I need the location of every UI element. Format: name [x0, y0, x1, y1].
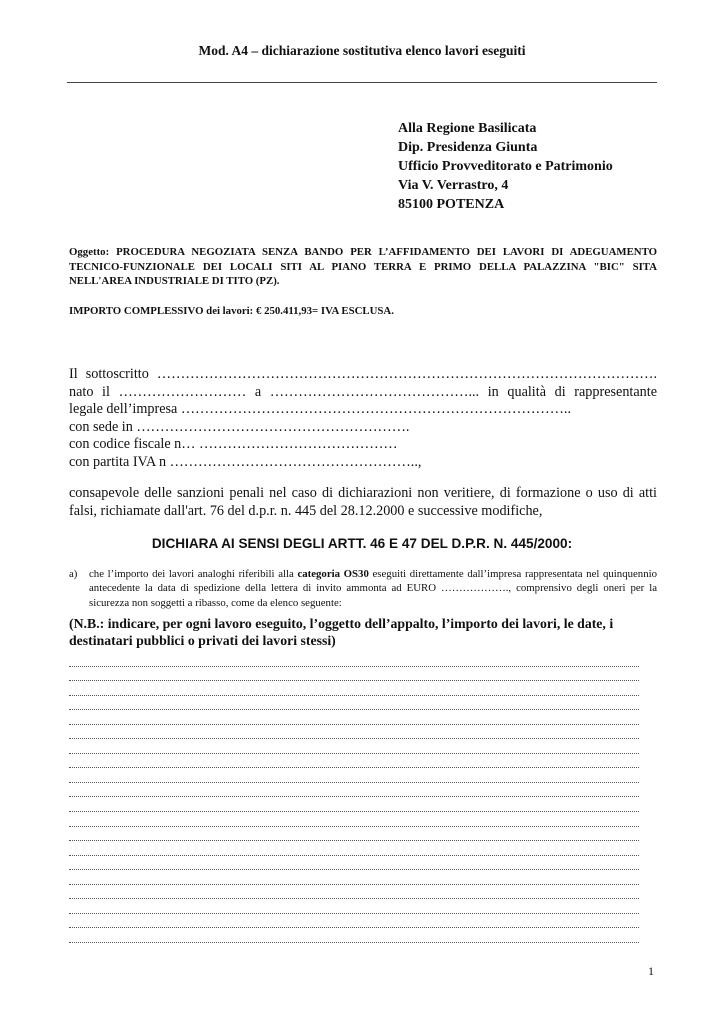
importo-line — [69, 305, 394, 317]
importo-label: IMPORTO COMPLESSIVO — [69, 305, 204, 317]
declarant-company-line: legale dell’impresa ……………………………………………………………………….. — [69, 401, 572, 418]
declarant-vat-line: con partita IVA n …………………………………………….., — [69, 453, 422, 470]
dotted-fill-line[interactable] — [69, 899, 639, 914]
dotted-fill-line[interactable] — [69, 914, 639, 929]
nb-note: (N.B.: indicare, per ogni lavoro eseguito, l’oggetto dell’appalto, l’importo dei lavori, le date, i destinatari pubblici o privati dei lavori stessi) — [69, 616, 614, 648]
recipient-line: Via V. Verrastro, 4 — [398, 178, 509, 193]
recipient-line: Dip. Presidenza Giunta — [398, 140, 538, 155]
importo-value: € 250.411,93= IVA ESCLUSA. — [255, 305, 394, 317]
dotted-fill-line[interactable] — [69, 870, 639, 885]
declarant-name-line: Il sottoscritto ……………………………………………………………………………………………. — [69, 366, 657, 382]
subject-text: PROCEDURA NEGOZIATA SENZA BANDO PER L’AFFIDAMENTO DEI LAVORI DI ADEGUAMENTO TECNICO-FUNZIONALE DEI LOCALI SITI AL PIANO TERRA E PRIMO DELLA PALAZZINA "BIC" SITA NELL'AREA INDUSTRIALE DI TITO (PZ). — [69, 246, 657, 288]
dotted-fill-line[interactable] — [69, 739, 639, 754]
item-a-body — [89, 567, 657, 610]
subject-label: Oggetto: — [69, 246, 110, 258]
dotted-fill-line[interactable] — [69, 928, 639, 943]
item-a — [69, 567, 657, 610]
recipient-address — [398, 119, 613, 214]
dotted-fill-line[interactable] — [69, 681, 639, 696]
dotted-fill-line[interactable] — [69, 652, 639, 667]
item-a-category: categoria OS30 — [297, 568, 369, 580]
page-number: 1 — [648, 964, 654, 978]
dotted-fill-line[interactable] — [69, 710, 639, 725]
declarant-block — [69, 366, 657, 472]
subject-paragraph — [69, 245, 657, 289]
document-title: Mod. A4 – dichiarazione sostitutiva elenco lavori eseguiti — [198, 43, 526, 58]
declarant-tax-code-line: con codice fiscale n… …………………………………… — [69, 436, 398, 453]
dotted-fill-line[interactable] — [69, 725, 639, 740]
declarant-birth-line: nato il ……………………… a ……………………………………... in qualità di rappresentante — [69, 383, 657, 400]
item-a-marker: a) — [69, 568, 78, 580]
dotted-fill-line[interactable] — [69, 856, 639, 871]
dotted-fill-line[interactable] — [69, 797, 639, 812]
item-a-text-before: che l’importo dei lavori analoghi riferibili alla — [89, 568, 298, 580]
dotted-fill-line[interactable] — [69, 783, 639, 798]
dotted-fill-line[interactable] — [69, 768, 639, 783]
dotted-fill-line[interactable] — [69, 812, 639, 827]
dotted-fill-line[interactable] — [69, 754, 639, 769]
dotted-fill-line[interactable] — [69, 696, 639, 711]
recipient-line: Alla Regione Basilicata — [398, 121, 537, 136]
header-divider — [67, 82, 657, 83]
dichiara-heading: DICHIARA AI SENSI DEGLI ARTT. 46 E 47 DEL D.P.R. N. 445/2000: — [151, 536, 573, 551]
recipient-line: 85100 POTENZA — [398, 197, 505, 212]
dotted-fill-line[interactable] — [69, 827, 639, 842]
recipient-line: Ufficio Provveditorato e Patrimonio — [398, 159, 613, 174]
dotted-fill-line[interactable] — [69, 667, 639, 682]
works-list-lines — [69, 652, 639, 943]
importo-middle: dei lavori: — [203, 305, 256, 317]
dotted-fill-line[interactable] — [69, 885, 639, 900]
item-a-text-after: eseguiti direttamente dall’impresa rappresentata nel quinquennio antecedente la data di spedizione della lettera di invito ammonta ad EURO ………………., comprensivo degli oneri per la sicurezza non soggetti a ribasso, come da elenco seguente: — [89, 568, 657, 609]
consapevole-paragraph: consapevole delle sanzioni penali nel caso di dichiarazioni non veritiere, di formazione o uso di atti falsi, richiamate dall'art. 76 del d.p.r. n. 445 del 28.12.2000 e successive modifiche, — [69, 485, 657, 519]
declarant-seat-line: con sede in …………………………………………………. — [69, 418, 410, 435]
dotted-fill-line[interactable] — [69, 841, 639, 856]
